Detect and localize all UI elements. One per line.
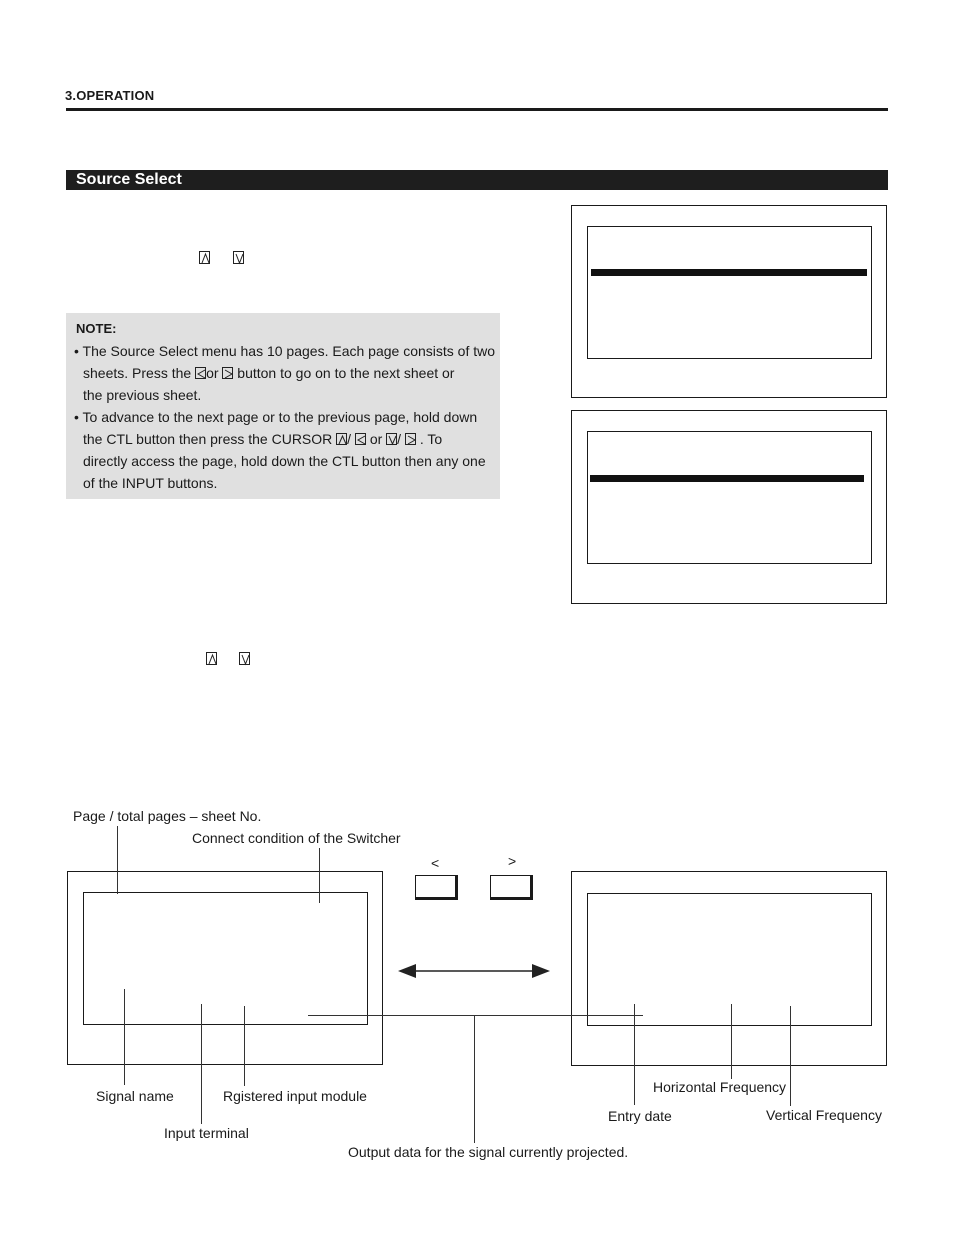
cursor-up-key-icon bbox=[199, 251, 210, 264]
menu-screen-2 bbox=[571, 410, 887, 604]
leader-line bbox=[474, 1015, 475, 1143]
note-text: or bbox=[206, 365, 219, 381]
leader-line bbox=[308, 1015, 643, 1016]
note-line-6: directly access the page, hold down the CTL button then any one bbox=[83, 453, 486, 469]
note-line-3: the previous sheet. bbox=[83, 387, 202, 403]
leader-line bbox=[790, 1006, 791, 1106]
note-text: / bbox=[347, 431, 352, 447]
note-text: / bbox=[397, 431, 402, 447]
leader-line bbox=[201, 1004, 202, 1124]
cursor-down-key-icon bbox=[386, 433, 397, 445]
menu-screen-1-display bbox=[587, 226, 872, 359]
section-label: 3.OPERATION bbox=[65, 88, 155, 103]
cursor-right-key-icon bbox=[222, 367, 233, 379]
leader-line bbox=[319, 848, 320, 903]
note-line-4: • To advance to the next page or to the previous page, hold down bbox=[74, 409, 478, 425]
note-line-7: of the INPUT buttons. bbox=[83, 475, 218, 491]
note-text: button to go on to the next sheet or bbox=[237, 365, 455, 381]
leader-line bbox=[124, 989, 125, 1085]
diagram-screen-sheet-1-display bbox=[83, 892, 368, 1025]
cursor-right-key-icon bbox=[405, 433, 416, 445]
section-title-bar bbox=[66, 170, 888, 190]
diagram-screen-sheet-2-display bbox=[587, 893, 872, 1026]
label-registered-module: Rgistered input module bbox=[223, 1088, 367, 1104]
diagram-screen-sheet-1 bbox=[67, 871, 383, 1065]
leader-line bbox=[731, 1004, 732, 1079]
label-horizontal-frequency: Horizontal Frequency bbox=[653, 1079, 787, 1095]
menu-screen-1 bbox=[571, 205, 887, 398]
cursor-up-key-icon bbox=[336, 433, 347, 445]
label-entry-date: Entry date bbox=[608, 1108, 672, 1124]
next-sheet-button[interactable] bbox=[490, 875, 533, 900]
cursor-down-key-icon bbox=[233, 251, 244, 264]
label-vertical-frequency: Vertical Frequency bbox=[766, 1107, 882, 1123]
label-signal-name: Signal name bbox=[96, 1088, 174, 1104]
cursor-left-key-icon bbox=[195, 367, 206, 379]
menu-screen-2-display bbox=[587, 431, 872, 564]
label-connect-condition: Connect condition of the Switcher bbox=[192, 830, 401, 846]
section-title: Source Select bbox=[76, 171, 182, 188]
note-line-2 bbox=[83, 362, 454, 384]
note-line-1: • The Source Select menu has 10 pages. Each page consists of two bbox=[74, 343, 496, 359]
note-title: NOTE: bbox=[76, 321, 117, 336]
cursor-left-key-icon bbox=[355, 433, 366, 445]
label-page-total: Page / total pages – sheet No. bbox=[73, 808, 262, 824]
leader-line bbox=[244, 1006, 245, 1086]
cursor-down-key-icon bbox=[239, 652, 250, 665]
double-arrow-icon bbox=[396, 960, 552, 982]
note-line-5 bbox=[83, 428, 442, 450]
header-rule bbox=[66, 108, 888, 111]
note-text: . To bbox=[419, 431, 443, 447]
note-text: sheets. Press the bbox=[83, 365, 192, 381]
note-text: the CTL button then press the CURSOR bbox=[83, 431, 333, 447]
leader-line bbox=[117, 826, 118, 894]
note-text: or bbox=[369, 431, 383, 447]
label-output-data: Output data for the signal currently projected. bbox=[348, 1144, 629, 1160]
diagram-screen-sheet-2 bbox=[571, 871, 887, 1066]
menu-highlight-bar bbox=[590, 475, 864, 482]
cursor-up-key-icon bbox=[206, 652, 217, 665]
next-key-label: > bbox=[508, 853, 517, 869]
note-box bbox=[66, 313, 500, 499]
leader-line bbox=[634, 1004, 635, 1105]
prev-sheet-button[interactable] bbox=[415, 875, 458, 900]
label-input-terminal: Input terminal bbox=[164, 1125, 249, 1141]
prev-key-label: < bbox=[431, 855, 440, 871]
menu-highlight-bar bbox=[591, 269, 867, 276]
